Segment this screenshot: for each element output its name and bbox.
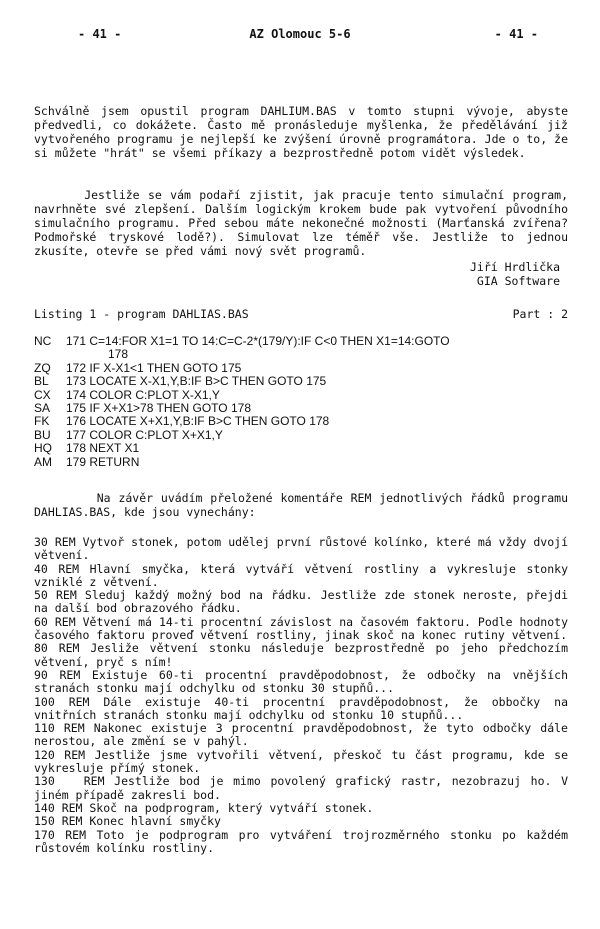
code-text: 179 RETURN: [66, 454, 140, 469]
checksum-label: SA: [34, 401, 51, 416]
intro-paragraph: Schválně jsem opustil program DAHLIUM.BAS v tomto stupni vývoje, abyste předvedli, co dokážete. Často mě pronásleduje myšlenka, že předělávání již vytvořeného programu je nejlepší ke zvýšení úrovně programátora. Jde o to, že si můžete "hrát" se všemi příkazy a bezprostředně potom vidět výsledek.: [34, 104, 575, 160]
rem-comment: 150 REM Konec hlavní smyčky: [34, 814, 221, 829]
code-text: 177 COLOR C:PLOT X+X1,Y: [66, 427, 223, 442]
code-listing: [34, 335, 574, 469]
code-line: [34, 335, 574, 348]
rem-comment: 90 REM Existuje 60-ti procentní pravděpodobnost, že odbočky na vnějších stranách stonku mají odchylku od stonku 30 stupňů...: [34, 667, 575, 696]
code-text: 173 LOCATE X-X1,Y,B:IF B>C THEN GOTO 175: [66, 374, 327, 389]
code-text: 175 IF X+X1>78 THEN GOTO 178: [66, 401, 251, 416]
code-line: [34, 442, 574, 455]
code-text: 174 COLOR C:PLOT X-X1,Y: [66, 387, 220, 402]
code-line: [34, 415, 574, 428]
rem-comment: 40 REM Hlavní smyčka, která vytváří větvení rostliny a vykresluje stonky vzniklé z větvení.: [34, 561, 575, 589]
code-line: [34, 389, 574, 402]
checksum-label: ZQ: [34, 360, 51, 375]
rem-comment: 50 REM Sleduj každý možný bod na řádku. Jestliže zde stonek neroste, přejdi na další bod obrazového řádku.: [34, 588, 575, 616]
code-text: 176 LOCATE X+X1,Y,B:IF B>C THEN GOTO 178: [66, 414, 330, 429]
rem-comment: 170 REM Toto je podprogram pro vytváření trojrozměrného stonku po každém růstovém kolínku rostliny.: [34, 827, 575, 855]
rem-comment: 100 REM Dále existuje 40-ti procentní pravděpodobnost, že obbočky na vnitřních stranách stonku mají odchylku od stonku 10 stupňů...: [34, 694, 575, 722]
checksum-label: NC: [34, 334, 52, 348]
closing-paragraph: Na závěr uvádím přeložené komentáře REM jednotlivých řádků programu DAHLIAS.BAS, kde jsou vynechány:: [34, 491, 575, 519]
checksum-label: BU: [34, 427, 51, 442]
listing-part: Part : 2: [512, 307, 568, 321]
page-number-right: - 41 -: [494, 27, 538, 41]
code-text: 171 C=14:FOR X1=1 TO 14:C=C-2*(179/Y):IF C<0 THEN X1=14:GOTO: [66, 334, 450, 348]
code-line: [34, 456, 574, 469]
code-line: [34, 362, 574, 375]
code-line: [34, 375, 574, 388]
page-header: [0, 26, 600, 42]
checksum-label: BL: [34, 374, 49, 389]
rem-comment-list: [34, 535, 575, 855]
author-company: GIA Software: [476, 274, 560, 288]
code-text: 178 NEXT X1: [66, 441, 140, 456]
rem-comment: 130 REM Jestliže bod je mimo povolený grafický rastr, nezobrazuj ho. V jiném případě zakresli bod.: [34, 774, 575, 802]
page-number-left: - 41 -: [78, 27, 122, 41]
code-text: 172 IF X-X1<1 THEN GOTO 175: [66, 360, 242, 375]
rem-comment: 80 REM Jesliže větvení stonku následuje bezprostředně po jeho předchozím větvení, pryč s ním!: [34, 641, 575, 669]
rem-comment: 140 REM Skoč na podprogram, který vytváří stonek.: [34, 800, 374, 815]
header-title: AZ Olomouc 5-6: [249, 27, 351, 41]
checksum-label: HQ: [34, 441, 52, 456]
author-signature: [380, 260, 560, 288]
listing-heading: [34, 307, 568, 321]
code-line: [34, 402, 574, 415]
listing-title: Listing 1 - program DAHLIAS.BAS: [34, 307, 249, 321]
intro-text: [34, 76, 575, 286]
rem-comment: 110 REM Nakonec existuje 3 procentní pravděpodobnost, že tyto odbočky dále nerostou, ale změní se v pahýl.: [34, 721, 575, 749]
intro-paragraph: Jestliže se vám podaří zjistit, jak pracuje tento simulační program, navrhněte své zlepšení. Dalším logickým krokem bude pak vytvoření původního simulačního programu. Před sebou máte nekonečné možnosti (Marťanská zvířena? Podmořské tryskové lodě?). Simulovat lze téměř vše. Jestliže to jednou zkusíte, otevře se před vámi nový svět programů.: [34, 188, 575, 258]
checksum-label: FK: [34, 414, 50, 429]
rem-comment: 120 REM Jestliže jsme vytvořili větvení, přeskoč tu část programu, kde se vykresluje přímý stonek.: [34, 747, 575, 776]
code-line: [34, 429, 574, 442]
checksum-label: CX: [34, 387, 51, 402]
rem-comment: 60 REM Větvení má 14-ti procentní závislost na časovém faktoru. Podle hodnoty časového faktoru proveď větvení rostliny, jinak skoč na konec rutiny větvení.: [34, 614, 575, 643]
checksum-label: AM: [34, 454, 52, 469]
code-continuation: 178: [108, 347, 129, 362]
author-name: Jiří Hrdlička: [469, 260, 560, 274]
rem-comment: 30 REM Vytvoř stonek, potom udělej první růstové kolínko, které má vždy dvojí větvení.: [34, 535, 575, 563]
